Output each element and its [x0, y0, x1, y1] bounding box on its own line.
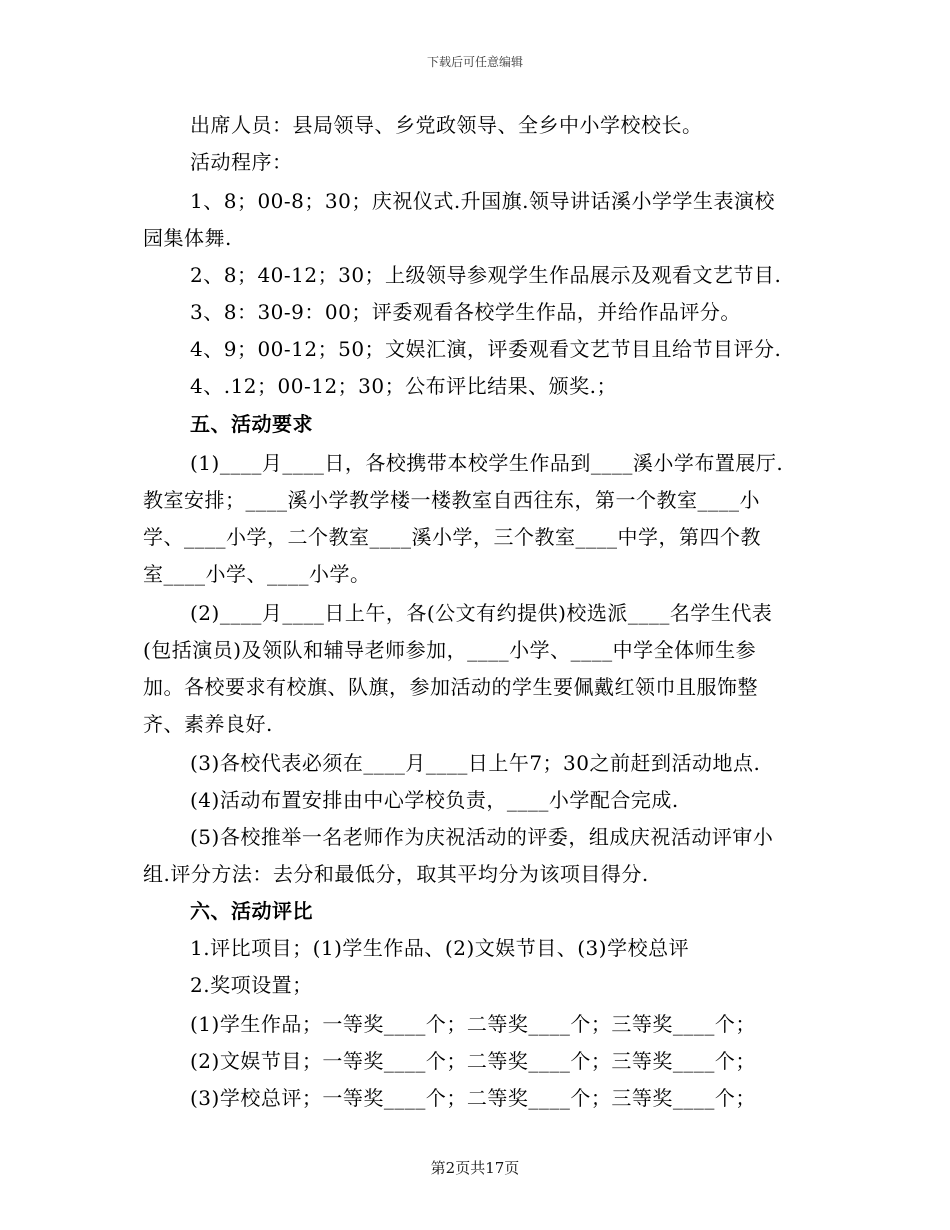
program-item-3: 3、8：30-9：00；评委观看各校学生作品，并给作品评分。	[190, 300, 741, 324]
program-item-1: 1、8；00-8；30；庆祝仪式.升国旗.领导讲话溪小学学生表演校	[190, 189, 776, 213]
award-student-works: (1)学生作品；一等奖____个；二等奖____个；三等奖____个；	[190, 1012, 756, 1036]
requirement-2-cont-1: (包括演员)及领队和辅导老师参加，____小学、____中学全体师生参	[143, 638, 757, 662]
requirement-2: (2)____月____日上午，各(公文有约提供)校选派____名学生代表	[190, 601, 773, 625]
award-performances: (2)文娱节目；一等奖____个；二等奖____个；三等奖____个；	[190, 1049, 756, 1073]
requirement-1: (1)____月____日，各校携带本校学生作品到____溪小学布置展厅.	[190, 451, 784, 475]
section-6-heading: 六、活动评比	[190, 899, 313, 923]
attendees-line: 出席人员：县局领导、乡党政领导、全乡中小学校校长。	[190, 113, 703, 137]
requirement-3: (3)各校代表必须在____月____日上午7；30之前赶到活动地点.	[190, 751, 761, 775]
requirement-5: (5)各校推举一名老师作为庆祝活动的评委，组成庆祝活动评审小	[190, 825, 774, 849]
requirement-1-cont-2: 学、____小学，二个教室____溪小学，三个教室____中学，第四个教	[143, 525, 761, 549]
page-footer: 第2页共17页	[430, 1159, 520, 1177]
page-header: 下载后可任意编辑	[426, 55, 523, 69]
program-item-2: 2、8；40-12；30；上级领导参观学生作品展示及观看文艺节目.	[190, 263, 782, 287]
requirement-5-cont: 组.评分方法：去分和最低分，取其平均分为该项目得分.	[143, 862, 649, 886]
requirement-1-cont-3: 室____小学、____小学。	[143, 562, 371, 586]
award-school-overall: (3)学校总评；一等奖____个；二等奖____个；三等奖____个；	[190, 1086, 756, 1110]
requirement-2-cont-3: 齐、素养良好.	[143, 712, 273, 736]
section-5-heading: 五、活动要求	[190, 412, 313, 436]
evaluation-items: 1.评比项目；(1)学生作品、(2)文娱节目、(3)学校总评	[190, 936, 690, 960]
program-heading: 活动程序：	[190, 150, 293, 174]
program-item-1-cont: 园集体舞.	[143, 226, 232, 250]
requirement-4: (4)活动布置安排由中心学校负责，____小学配合完成.	[190, 788, 679, 812]
program-item-4: 4、9；00-12；50；文娱汇演，评委观看文艺节目且给节目评分.	[190, 337, 782, 361]
program-item-5: 4、.12；00-12；30；公布评比结果、颁奖.；	[190, 374, 617, 398]
award-setup: 2.奖项设置；	[190, 973, 313, 997]
requirement-2-cont-2: 加。各校要求有校旗、队旗，参加活动的学生要佩戴红领巾且服饰整	[143, 675, 758, 699]
requirement-1-cont-1: 教室安排；____溪小学教学楼一楼教室自西往东，第一个教室____小	[143, 488, 760, 512]
